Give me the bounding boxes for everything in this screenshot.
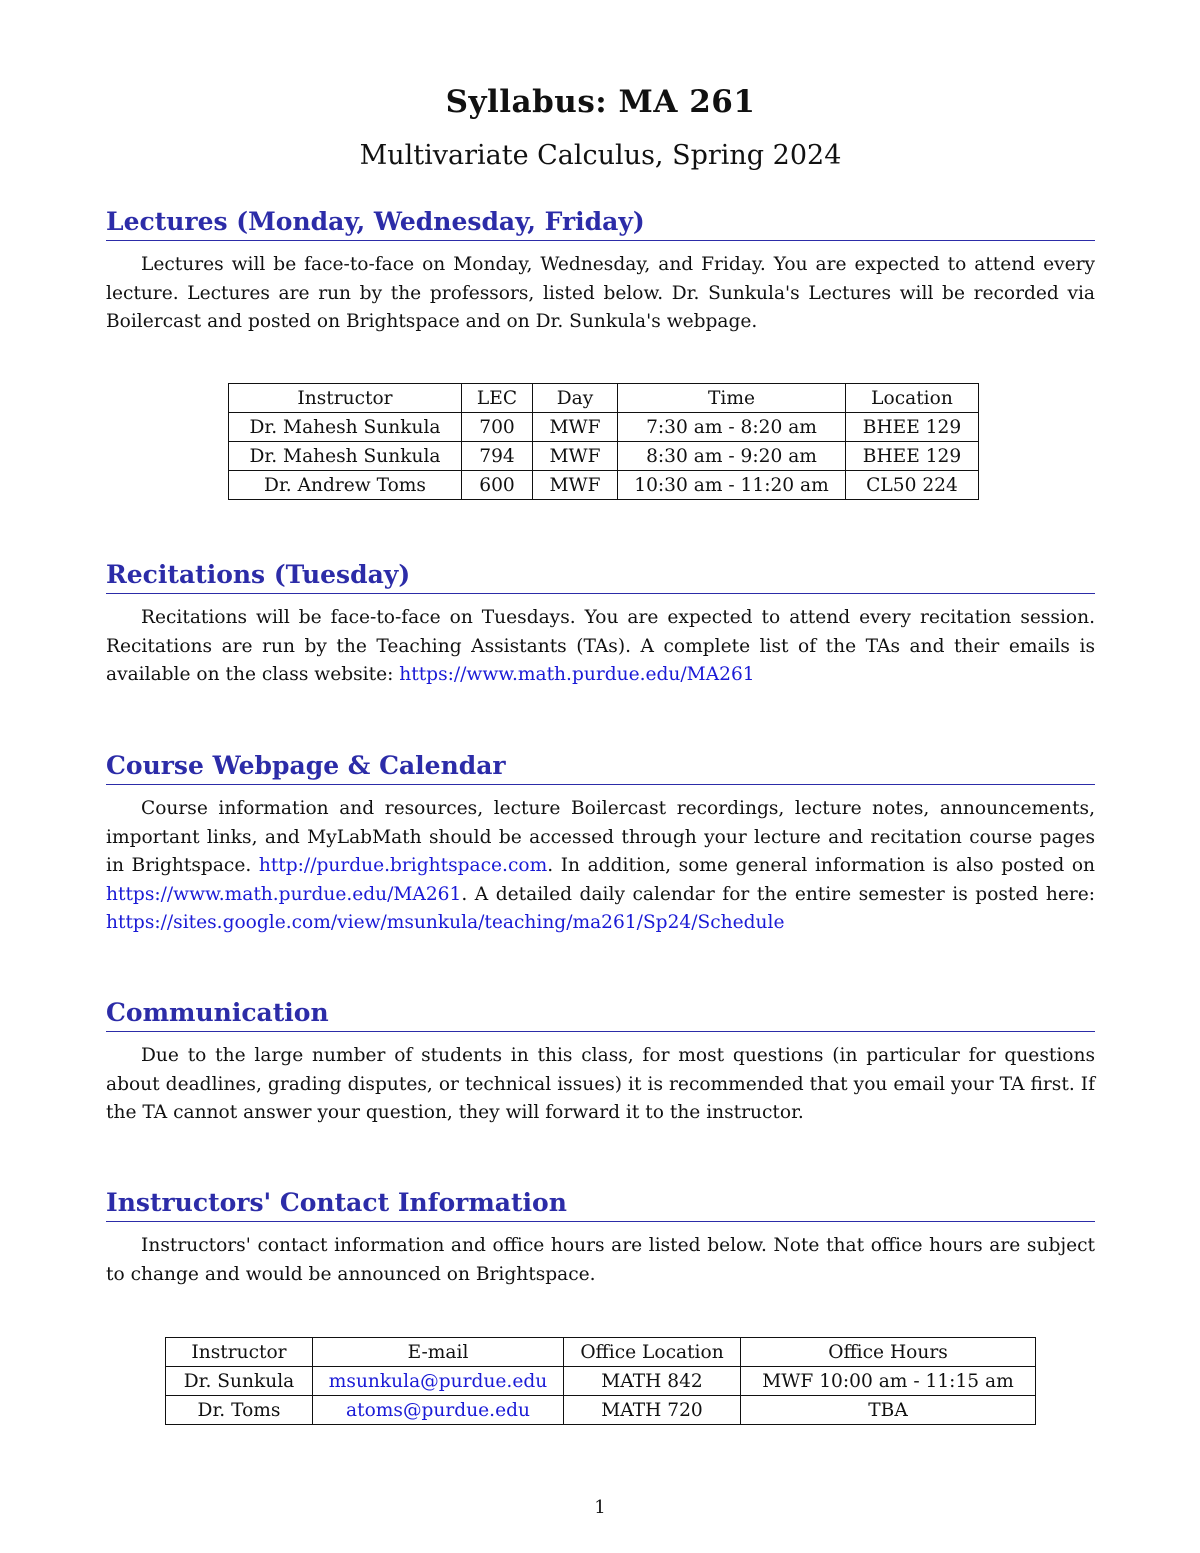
contact-heading: Instructors' Contact Information: [106, 1186, 1095, 1222]
contact-header-cell: E-mail: [313, 1338, 564, 1367]
contact-header-row: [166, 1338, 1036, 1367]
lectures-header-cell: LEC: [462, 384, 533, 413]
lectures-heading: Lectures (Monday, Wednesday, Friday): [106, 205, 1095, 241]
contact-cell: TBA: [741, 1396, 1036, 1425]
webpage-text-2: . In addition, some general information is also posted on: [547, 855, 1096, 877]
webpage-heading: Course Webpage & Calendar: [106, 749, 1095, 785]
communication-heading: Communication: [106, 996, 1095, 1032]
table-row: [229, 471, 979, 500]
document-title: Syllabus: MA 261: [445, 84, 756, 120]
lectures-cell: Dr. Andrew Toms: [229, 471, 462, 500]
contact-cell: MATH 720: [564, 1396, 741, 1425]
math-website-link[interactable]: https://www.math.purdue.edu/MA261: [106, 883, 462, 905]
lectures-cell: 700: [462, 413, 533, 442]
class-website-link[interactable]: https://www.math.purdue.edu/MA261: [399, 664, 755, 686]
lectures-cell: 600: [462, 471, 533, 500]
email-link[interactable]: atoms@purdue.edu: [346, 1399, 530, 1421]
lectures-cell: Dr. Mahesh Sunkula: [229, 442, 462, 471]
lectures-cell: MWF: [533, 413, 618, 442]
section-contact: [106, 1186, 1095, 1289]
communication-body: Due to the large number of students in this class, for most questions (in particular for questions about deadlines, grading disputes, or technical issues) it is recommended that you email your TA first. If the TA cannot answer your question, they will forward it to the instructor.: [106, 1045, 1095, 1124]
lectures-header-row: [229, 384, 979, 413]
lectures-cell: BHEE 129: [846, 413, 979, 442]
contact-cell: [313, 1396, 564, 1425]
recitations-body: [106, 604, 1095, 690]
lectures-header-cell: Day: [533, 384, 618, 413]
contact-cell: [313, 1367, 564, 1396]
recitations-heading: Recitations (Tuesday): [106, 558, 1095, 594]
lectures-table: [228, 383, 979, 500]
schedule-link[interactable]: https://sites.google.com/view/msunkula/teaching/ma261/Sp24/Schedule: [106, 912, 785, 934]
brightspace-link[interactable]: http://purdue.brightspace.com: [258, 855, 548, 877]
lectures-header-cell: Location: [846, 384, 979, 413]
section-course-webpage: [106, 749, 1095, 938]
webpage-text-1: Course information and resources, lecture Boilercast recordings, lecture notes, announcements, important links, and MyLabMath should be accessed through your lecture and recitation course pages in Brightspace.: [106, 798, 1095, 877]
contact-cell: MATH 842: [564, 1367, 741, 1396]
table-row: [166, 1367, 1036, 1396]
section-lectures: [106, 205, 1095, 337]
table-row: [229, 442, 979, 471]
lectures-cell: BHEE 129: [846, 442, 979, 471]
webpage-body: [106, 795, 1095, 938]
contact-header-cell: Office Hours: [741, 1338, 1036, 1367]
lectures-cell: 8:30 am - 9:20 am: [618, 442, 846, 471]
section-recitations: [106, 558, 1095, 690]
document-subtitle: Multivariate Calculus, Spring 2024: [359, 140, 842, 171]
table-row: [166, 1396, 1036, 1425]
lectures-header-cell: Time: [618, 384, 846, 413]
lectures-cell: 794: [462, 442, 533, 471]
table-row: [229, 413, 979, 442]
section-communication: [106, 996, 1095, 1128]
page-number: 1: [594, 1497, 606, 1518]
email-link[interactable]: msunkula@purdue.edu: [328, 1370, 548, 1392]
lectures-cell: Dr. Mahesh Sunkula: [229, 413, 462, 442]
lectures-header-cell: Instructor: [229, 384, 462, 413]
contact-cell: Dr. Sunkula: [166, 1367, 313, 1396]
lectures-cell: 10:30 am - 11:20 am: [618, 471, 846, 500]
webpage-text-3: . A detailed daily calendar for the entire semester is posted here:: [461, 883, 1095, 905]
lectures-cell: 7:30 am - 8:20 am: [618, 413, 846, 442]
contact-cell: Dr. Toms: [166, 1396, 313, 1425]
contact-cell: MWF 10:00 am - 11:15 am: [741, 1367, 1036, 1396]
lectures-cell: CL50 224: [846, 471, 979, 500]
contact-header-cell: Office Location: [564, 1338, 741, 1367]
contact-table: [165, 1337, 1036, 1425]
recitations-text: Recitations will be face-to-face on Tuesdays. You are expected to attend every recitation session. Recitations are run by the Teaching Assistants (TAs). A complete list of the TAs and their emails is available on the class website:: [106, 607, 1095, 686]
lectures-cell: MWF: [533, 471, 618, 500]
contact-body: Instructors' contact information and office hours are listed below. Note that office hours are subject to change and would be announced on Brightspace.: [106, 1235, 1095, 1285]
contact-header-cell: Instructor: [166, 1338, 313, 1367]
lectures-cell: MWF: [533, 442, 618, 471]
lectures-body: Lectures will be face-to-face on Monday, Wednesday, and Friday. You are expected to attend every lecture. Lectures are run by the professors, listed below. Dr. Sunkula's Lectures will be recorded via Boilercast and posted on Brightspace and on Dr. Sunkula's webpage.: [106, 254, 1095, 333]
